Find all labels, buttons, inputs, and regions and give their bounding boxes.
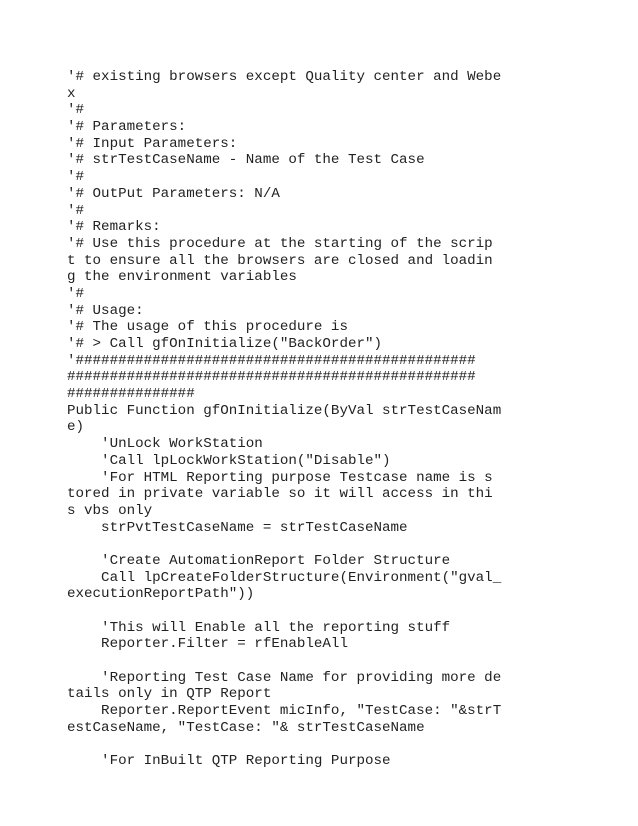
code-line: '# bbox=[67, 202, 85, 219]
code-line: x bbox=[67, 85, 76, 102]
code-line: '############################################### bbox=[67, 352, 476, 369]
code-line: Reporter.ReportEvent micInfo, "TestCase: "&strT bbox=[67, 703, 502, 720]
code-line: ################################################ bbox=[67, 369, 476, 386]
code-line: '# existing browsers except Quality center and Webe bbox=[67, 69, 502, 85]
code-line: Call lpCreateFolderStructure(Environment("gval_ bbox=[67, 569, 502, 586]
code-line: '# > Call gfOnInitialize("BackOrder") bbox=[67, 336, 383, 352]
code-line: '# Use this procedure at the starting of the scrip bbox=[67, 235, 493, 252]
code-line: 'UnLock WorkStation bbox=[67, 436, 263, 453]
code-line: 'This will Enable all the reporting stuff bbox=[67, 619, 451, 636]
code-line: ############### bbox=[67, 386, 195, 403]
code-line: '# bbox=[67, 169, 85, 186]
code-line bbox=[67, 737, 501, 754]
code-line: estCaseName, "TestCase: "& strTestCaseName bbox=[67, 719, 425, 736]
code-line: 'Create AutomationReport Folder Structure bbox=[67, 552, 451, 569]
code-line bbox=[67, 536, 501, 553]
code-listing bbox=[67, 69, 501, 770]
code-line: 'For InBuilt QTP Reporting Purpose bbox=[67, 753, 391, 770]
code-line: tored in private variable so it will access in thi bbox=[67, 486, 493, 503]
code-line: g the environment variables bbox=[67, 269, 297, 286]
code-line: strPvtTestCaseName = strTestCaseName bbox=[67, 519, 408, 536]
code-line bbox=[67, 603, 501, 620]
code-line: Reporter.Filter = rfEnableAll bbox=[67, 636, 348, 653]
code-line: e) bbox=[67, 419, 85, 436]
code-line: '# OutPut Parameters: N/A bbox=[67, 185, 280, 202]
code-line: 'Call lpLockWorkStation("Disable") bbox=[67, 452, 391, 469]
code-line: '# The usage of this procedure is bbox=[67, 319, 348, 336]
code-line: Public Function gfOnInitialize(ByVal strTestCaseNam bbox=[67, 402, 502, 419]
code-line: s vbs only bbox=[67, 502, 153, 519]
code-line: '# Remarks: bbox=[67, 219, 161, 236]
code-line: '# Usage: bbox=[67, 302, 144, 319]
code-line: '# Input Parameters: bbox=[67, 135, 238, 152]
code-line: '# bbox=[67, 285, 85, 302]
code-line: '# Parameters: bbox=[67, 119, 187, 136]
code-line: '# bbox=[67, 102, 85, 119]
code-line: tails only in QTP Report bbox=[67, 686, 272, 703]
code-line: 'Reporting Test Case Name for providing more de bbox=[67, 669, 502, 686]
code-line bbox=[67, 653, 501, 670]
code-line: t to ensure all the browsers are closed and loadin bbox=[67, 252, 493, 269]
code-line: '# strTestCaseName - Name of the Test Case bbox=[67, 152, 425, 169]
code-line: 'For HTML Reporting purpose Testcase name is s bbox=[67, 469, 493, 486]
code-line: executionReportPath")) bbox=[67, 586, 255, 603]
